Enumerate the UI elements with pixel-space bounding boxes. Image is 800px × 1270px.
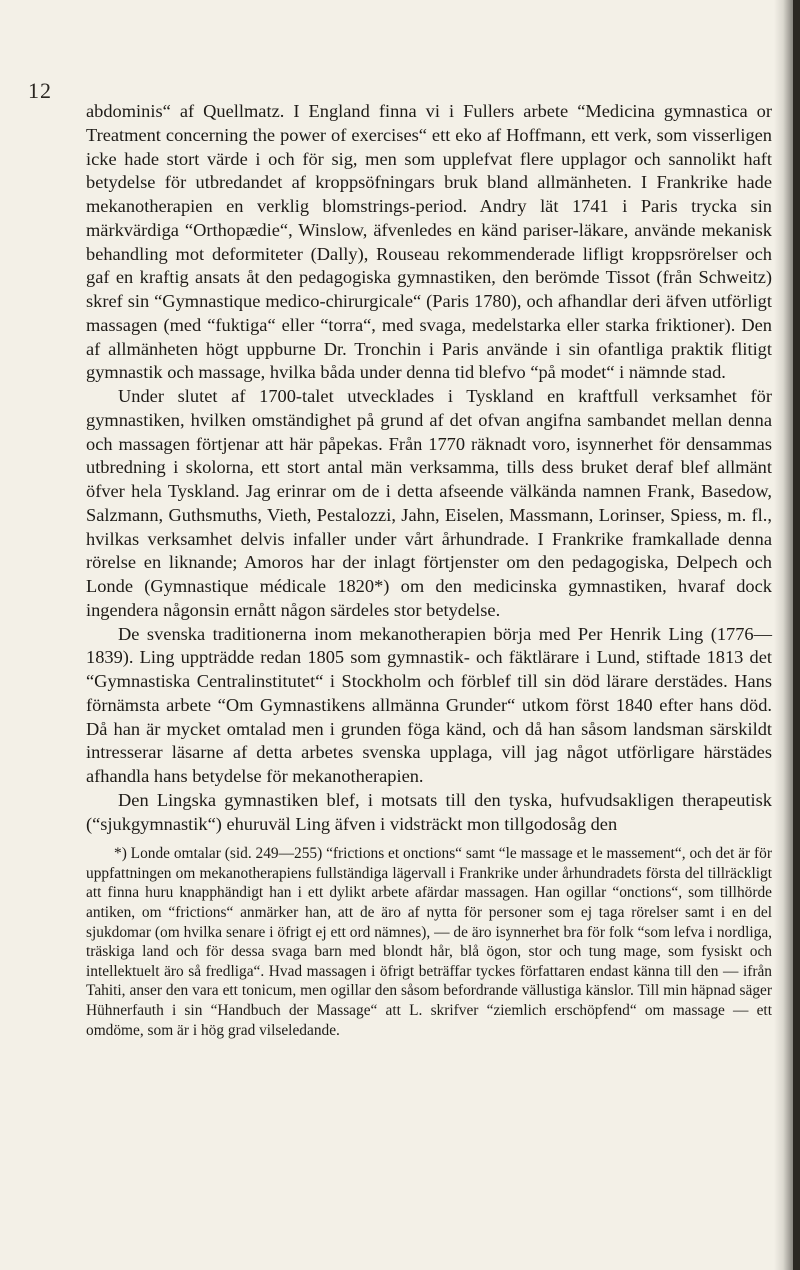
footnote-text: *) Londe omtalar (sid. 249—255) “frictions et onctions“ samt “le massage et le massement“, och det är för uppfattningen om mekanotherapiens fullständiga lägervall i Frankrike under århundradets första del tillräckligt att finna huru knapphändigt han i ett dylikt arbete afärdar massagen. Han ogillar “onctions“, som tillhörde antiken, om “frictions“ anmärker han, att de äro af nytta för personer som ej taga rörelser samt i en del sjukdomar (om hvilka senare i öfrigt ej ett ord nämnes), — de äro isynnerhet bra för folk “som lefva i nordliga, träskiga land och för dessa svaga barn med blondt hår, blå ögon, stor och tung mage, som fysiskt och intellektuelt äro så fredliga“. Hvad massagen i öfrigt beträffar tyckes författaren endast känna till den — ifrån Tahiti, anser den vara ett tonicum, men ogillar den såsom befordrande vällustiga känslor. Till min häpnad säger Hühnerfauth i sin “Handbuch der Massage“ att L. skrifver “ziemlich erschöpfend“ om massage — ett omdöme, som är i hög grad vilseledande. [86,845,772,1039]
page-number: 12 [28,78,52,103]
paragraph: De svenska traditionerna inom mekanotherapien börja med Per Henrik Ling (1776—1839). Ling uppträdde redan 1805 som gymnastik- och fäktlärare i Lund, stiftade 1813 det “Gymnastiska Centralinstitutet“ i Stockholm och förblef till sin död lärare derstädes. Hans förnämsta arbete “Om Gymnastikens allmänna Grunder“ utkom först 1840 efter hans död. Då han är mycket omtalad men i grunden föga känd, och då han såsom landsman särskildt intresserar läsarne af detta arbetes svenska upplaga, vill jag något utförligare härstädes afhandla hans betydelse för mekanotherapien. [86,623,772,786]
footnote [86,844,772,1040]
paragraph: Den Lingska gymnastiken blef, i motsats till den tyska, hufvudsakligen therapeutisk (“sjukgymnastik“) ehuruväl Ling äfven i vidsträckt mon tillgodosåg den [86,789,772,834]
page-edge-strip [793,0,800,1270]
text-block [86,100,772,1040]
paragraph: Under slutet af 1700-talet utvecklades i Tyskland en kraftfull verksamhet för gymnastiken, hvilken omständighet på grund af det ofvan angifna sambandet mellan denna och massagen förtjenar att här påpekas. Från 1770 räknadt voro, isynnerhet för densammas utbredning i skolorna, ett stort antal män verksamma, tills dess bruket deraf blef allmänt öfver hela Tyskland. Jag erinrar om de i detta afseende välkända namnen Frank, Basedow, Salzmann, Guthsmuths, Vieth, Pestalozzi, Jahn, Eiselen, Massmann, Lorinser, Spiess, m. fl., hvilkas verksamhet delvis infaller under vårt århundrade. I Frankrike framkallade denna rörelse en liknande; Amoros har der inlagt förtjenster om den pedagogiska, Delpech och Londe (Gymnastique médicale 1820*) om den medicinska gymnastiken, hvaraf dock ingendera någonsin ernått någon särdeles stor betydelse. [86,386,772,620]
paragraph: abdominis“ af Quellmatz. I England finna vi i Fullers arbete “Medicina gymnastica or Treatment concerning the power of exercises“ ett eko af Hoffmann, ett verk, som visserligen icke hade stort värde i och för sig, men som upplefvat flere upplagor och sannolikt haft betydelse för utbredandet af kroppsöfningars bruk bland allmänheten. I Frankrike hade mekanotherapien en verklig blomstrings-period. Andry lät 1741 i Paris trycka sin märkvärdiga “Orthopædie“, Winslow, äfvenledes en känd pariser-läkare, använde mekanisk behandling mot deformiteter (Dally), Rouseau rekommenderade lifligt kroppsrörelser och gaf en kraftig ansats åt den pedagogiska gymnastiken, den berömde Tissot (från Schweitz) skref sin “Gymnastique medico-chirurgicale“ (Paris 1780), och afhandlar deri äfven utförligt massagen (med “fuktiga“ eller “torra“, med svaga, medelstarka eller starka friktioner). Den af allmänheten högt uppburne Dr. Tronchin i Paris använde i sin ofantliga praktik flitigt gymnastik och massage, hvilka båda under denna tid blefvo “på modet“ i nämnde stad. [86,101,772,383]
body-text [86,100,772,836]
